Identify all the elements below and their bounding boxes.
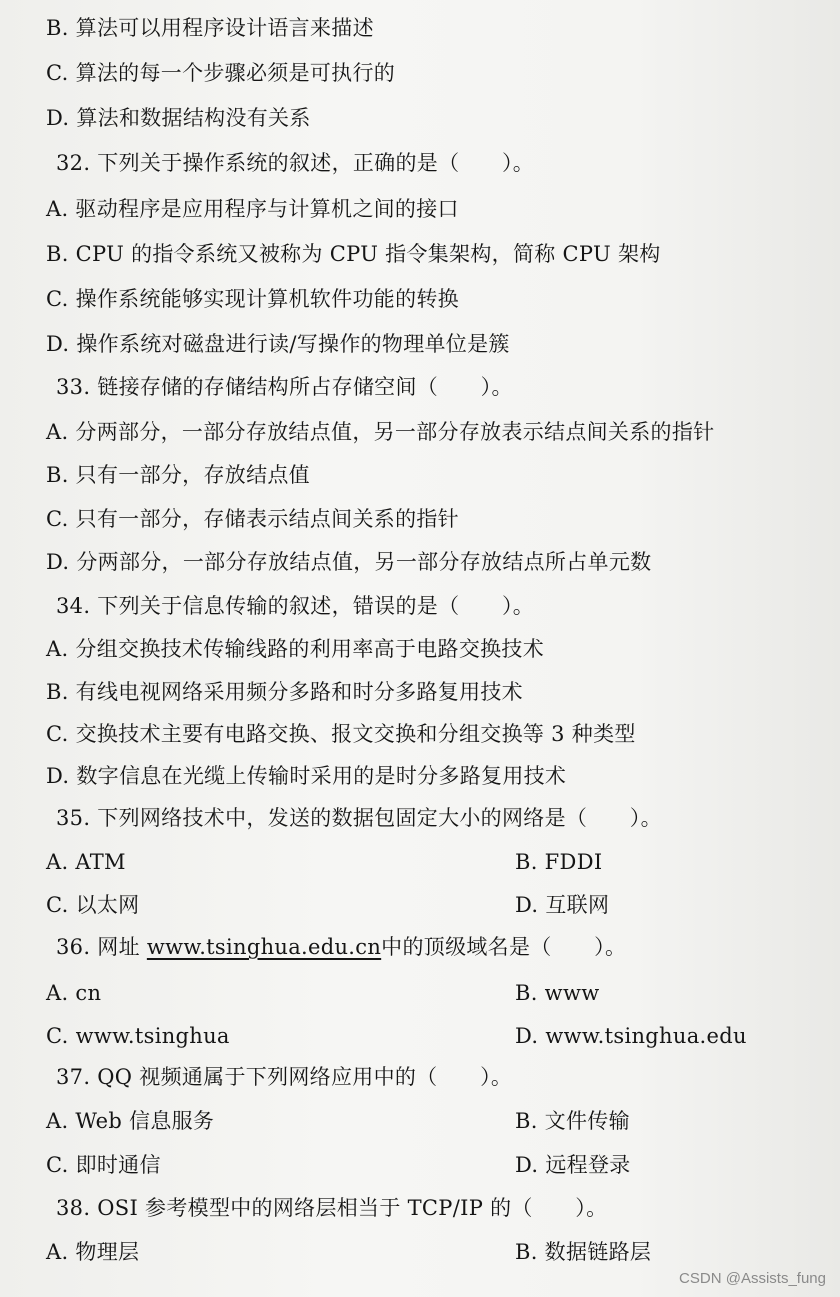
q35-option-a: A. ATM xyxy=(46,850,126,874)
q37-option-b: B. 文件传输 xyxy=(515,1109,630,1133)
q31-option-b: B. 算法可以用程序设计语言来描述 xyxy=(46,16,374,40)
q37-option-d: D. 远程登录 xyxy=(515,1153,631,1177)
q35-option-c: C. 以太网 xyxy=(46,893,140,917)
q33-option-b: B. 只有一部分，存放结点值 xyxy=(46,463,310,487)
q34-option-d: D. 数字信息在光缆上传输时采用的是时分多路复用技术 xyxy=(46,764,567,788)
q34-option-c: C. 交换技术主要有电路交换、报文交换和分组交换等 3 种类型 xyxy=(46,722,636,746)
q36-option-c: C. www.tsinghua xyxy=(46,1024,230,1048)
q33-option-d: D. 分两部分，一部分存放结点值，另一部分存放结点所占单元数 xyxy=(46,550,652,574)
q38-option-a: A. 物理层 xyxy=(46,1240,140,1264)
q36-stem xyxy=(56,933,626,961)
q38-option-b: B. 数据链路层 xyxy=(515,1240,652,1264)
q34-option-b: B. 有线电视网络采用频分多路和时分多路复用技术 xyxy=(46,680,523,704)
q38-stem: 38. OSI 参考模型中的网络层相当于 TCP/IP 的（ ）。 xyxy=(56,1196,608,1220)
q36-url: www.tsinghua.edu.cn xyxy=(146,935,382,959)
q32-option-b: B. CPU 的指令系统又被称为 CPU 指令集架构，简称 CPU 架构 xyxy=(46,242,661,266)
q37-option-c: C. 即时通信 xyxy=(46,1153,161,1177)
q32-stem: 32. 下列关于操作系统的叙述，正确的是（ ）。 xyxy=(56,151,535,175)
csdn-watermark: CSDN @Assists_fung xyxy=(679,1270,826,1287)
q35-stem: 35. 下列网络技术中，发送的数据包固定大小的网络是（ ）。 xyxy=(56,806,662,830)
q33-option-c: C. 只有一部分，存储表示结点间关系的指针 xyxy=(46,507,459,531)
q32-option-c: C. 操作系统能够实现计算机软件功能的转换 xyxy=(46,287,459,311)
q31-option-d: D. 算法和数据结构没有关系 xyxy=(46,106,311,130)
q36-prefix: 36. 网址 xyxy=(56,935,147,959)
q34-option-a: A. 分组交换技术传输线路的利用率高于电路交换技术 xyxy=(46,637,545,661)
q33-option-a: A. 分两部分，一部分存放结点值，另一部分存放表示结点间关系的指针 xyxy=(46,420,715,444)
q35-option-b: B. FDDI xyxy=(515,850,603,874)
q36-option-b: B. www xyxy=(515,981,600,1005)
q35-option-d: D. 互联网 xyxy=(515,893,610,917)
q37-option-a: A. Web 信息服务 xyxy=(46,1109,215,1133)
q36-option-a: A. cn xyxy=(46,981,102,1005)
q36-option-d: D. www.tsinghua.edu xyxy=(515,1024,747,1048)
q32-option-a: A. 驱动程序是应用程序与计算机之间的接口 xyxy=(46,197,459,221)
q31-option-c: C. 算法的每一个步骤必须是可执行的 xyxy=(46,61,396,85)
q33-stem: 33. 链接存储的存储结构所占存储空间（ ）。 xyxy=(56,375,513,399)
q34-stem: 34. 下列关于信息传输的叙述，错误的是（ ）。 xyxy=(56,594,535,618)
q36-suffix: 中的顶级域名是（ ）。 xyxy=(381,935,627,959)
q32-option-d: D. 操作系统对磁盘进行读/写操作的物理单位是簇 xyxy=(46,332,510,356)
q37-stem: 37. QQ 视频通属于下列网络应用中的（ ）。 xyxy=(56,1065,513,1089)
